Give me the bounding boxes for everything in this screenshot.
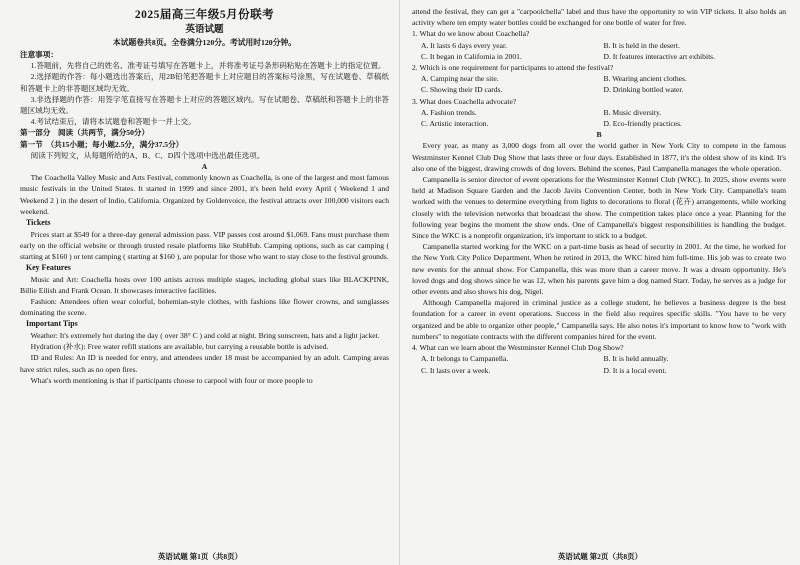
question-stem: 2. Which is one requirement for participants to attend the festival? bbox=[412, 63, 614, 73]
passage-subheading: Tickets bbox=[26, 218, 51, 228]
notice-item: 3.非选择题的作答：用签字笔直接写在答题卡上对应的答题区域内。写在试题卷、草稿纸和答题卡上的非答题区域均无效。 bbox=[20, 94, 389, 116]
answer-option: A. Fashion trends. bbox=[421, 107, 477, 117]
passage-paragraph: What's worth mentioning is that if participants choose to carpool with four or more people to bbox=[30, 375, 313, 385]
passage-letter: B bbox=[596, 130, 602, 140]
answer-option: D. It is a local event. bbox=[603, 365, 667, 375]
answer-option: C. Artistic interaction. bbox=[421, 119, 489, 129]
passage-paragraph: Hydration (补水): Free water refill stations are available, but carrying a reusable bottle is advised. bbox=[30, 342, 329, 352]
passage-subheading: Important Tips bbox=[26, 319, 78, 329]
answer-option: B. It is held in the desert. bbox=[603, 40, 680, 50]
question-options bbox=[412, 40, 786, 62]
page-footer: 英语试题 第1页（共8页） bbox=[157, 552, 243, 561]
passage-paragraph: Every year, as many as 3,000 dogs from all over the world gather in New York City to compete in the famous Westminster Kennel Club Dog Show that lasts three or four days. Established in 1877, it's the oldest show of its kind. It's also one of the biggest, drawing crowds of dog lovers. Behind the scenes, Paul Campanella manages the whole operation. bbox=[412, 141, 786, 173]
passage-paragraph: Music and Art: Coachella hosts over 100 artists across multiple stages, including global stars like BLACKPINK, Billie Eilish and Frank Ocean. It showcases interactive facilities. bbox=[20, 274, 389, 295]
notice-item: 1.答题前，先将自己的姓名、准考证号填写在答题卡上，并将准考证号条形码粘贴在答题卡上的指定位置。 bbox=[30, 61, 386, 71]
passage-paragraph: Campanella started working for the WKC on a part-time basis as head of security in 2001. At the time, he worked for the New York City Police Department. When he retired in 2013, the WKC hired him full-time. His job was to create two new events for the annual show. For Campanella, this was more than a career move. It was a dream opportunity. He's loved dogs and dog shows since he was 12, when his parents gave him a dog named Starr. Today, he serves as a judge for other events and also shows his dog, Nigel. bbox=[412, 242, 786, 297]
question-stem: 4. What can we learn about the Westminster Kennel Club Dog Show? bbox=[412, 343, 624, 353]
passage-paragraph: Weather: It's extremely hot during the day ( over 38° C ) and cold at night. Bring sunscreen, hats and a light jacket. bbox=[30, 330, 380, 340]
section-instruction: 阅读下列短文，从每题所给的A、B、C、D四个选项中选出最佳选项。 bbox=[30, 150, 265, 160]
passage-paragraph: Prices start at $549 for a three-day general admission pass. VIP passes cost around $1,069. Fans must purchase them early on the official website or through trusted resale platforms like StubHub. Camping options, such as car camping ( starting at $160 ) or tent camping ( starting at $160 ), are popular for those who want to stay close to the festival grounds. bbox=[20, 229, 389, 261]
notice-heading: 注意事项： bbox=[20, 50, 58, 59]
question-stem: 1. What do we know about Coachella? bbox=[412, 29, 530, 39]
notice-item: 2.选择题的作答：每小题选出答案后，用2B铅笔把答题卡上对应题目的答案标号涂黑，写在试题卷、草稿纸和答题卡上的非答题区域均无效。 bbox=[20, 72, 389, 93]
part-heading: 第一部分 阅读（共两节，满分50分） bbox=[20, 128, 150, 138]
passage-paragraph: Campanella is senior director of event operations for the Westminster Kennel Club (WKC). In 2025, show events were held at Madison Square Garden and the Jacob Javits Convention Center, both in New York City. Campanella's team worked with the venues to determine everything from lights to decorations to floral (花卉) arrangements, while working closely with the television networks that broadcast the show. The competition takes place once a year. Planning for the following year begins the moment the show ends. One of Campanella's biggest responsibilities is handling the budget. Since the WKC is a nonprofit organization, it's important to stick to a budget. bbox=[412, 175, 786, 241]
answer-option: A. It belongs to Campanella. bbox=[421, 354, 509, 364]
answer-option: D. Drinking bottled water. bbox=[603, 85, 684, 95]
question-options bbox=[412, 73, 786, 95]
question-stem: 3. What does Coachella advocate? bbox=[412, 96, 517, 106]
section-heading: 第一节 （共15小题；每小题2.5分，满分37.5分） bbox=[20, 139, 184, 149]
passage-paragraph: Fashion: Attendees often wear colorful, bohemian-style clothes, with fashions like flower crowns, and sunglasses dominating the scene. bbox=[20, 297, 389, 318]
answer-option: A. It lasts 6 days every year. bbox=[421, 40, 508, 50]
answer-option: D. Eco-friendly practices. bbox=[603, 119, 682, 129]
answer-option: C. It lasts over a week. bbox=[421, 365, 491, 375]
answer-option: B. Wearing ancient clothes. bbox=[603, 74, 687, 84]
passage-paragraph: ID and Rules: An ID is needed for entry, and attendees under 18 must be accompanied by an adult. Camping areas have strict rules, such as no open fires. bbox=[20, 353, 389, 374]
passage-subheading: Key Features bbox=[26, 263, 71, 273]
passage-paragraph: attend the festival, they can get a "carpoolchella" label and thus have the opportunity to win VIP tickets. It also holds an activity where ten empty water bottles could be exchanged for one bottle of water for free. bbox=[412, 7, 786, 28]
exam-subtitle: 英语试题 bbox=[185, 25, 224, 35]
answer-option: D. It features interactive art exhibits. bbox=[603, 51, 716, 61]
question-options bbox=[412, 107, 786, 129]
answer-option: B. Music diversity. bbox=[603, 107, 662, 117]
passage-paragraph: Although Campanella majored in criminal justice as a college student, he believes a business degree is the best foundation for a career in event operations. Success in the field also requires specific skills. "You have to be very organized and be able to organize other people," Campanella says. He also notes it's important to know how to "work with numbers" to negotiate contracts with the different companies hired for the event. bbox=[412, 298, 786, 341]
answer-option: A. Camping near the site. bbox=[421, 74, 499, 84]
answer-option: C. It began in California in 2001. bbox=[421, 51, 522, 61]
exam-page-2 bbox=[400, 0, 800, 565]
answer-option: C. Showing their ID cards. bbox=[421, 85, 503, 95]
page-footer: 英语试题 第2页（共8页） bbox=[557, 552, 643, 561]
question-options bbox=[412, 353, 786, 375]
answer-option: B. It is held annually. bbox=[603, 354, 669, 364]
passage-letter: A bbox=[201, 162, 208, 172]
exam-info: 本试题卷共8页。全卷满分120分。考试用时120分钟。 bbox=[112, 38, 297, 47]
notice-item: 4.考试结束后，请将本试题卷和答题卡一并上交。 bbox=[30, 117, 196, 127]
passage-paragraph: The Coachella Valley Music and Arts Festival, commonly known as Coachella, is one of the largest and most famous music festivals in the United States. It started in 1999 and since 2001, it's been held every April ( Weekend 1 and Weekend 2 ) in the desert of Indio, California. Organized by Goldenvoice, the festival attracts over 100,000 visitors each weekend. bbox=[20, 173, 389, 216]
exam-title: 2025届高三年级5月份联考 bbox=[134, 9, 275, 21]
